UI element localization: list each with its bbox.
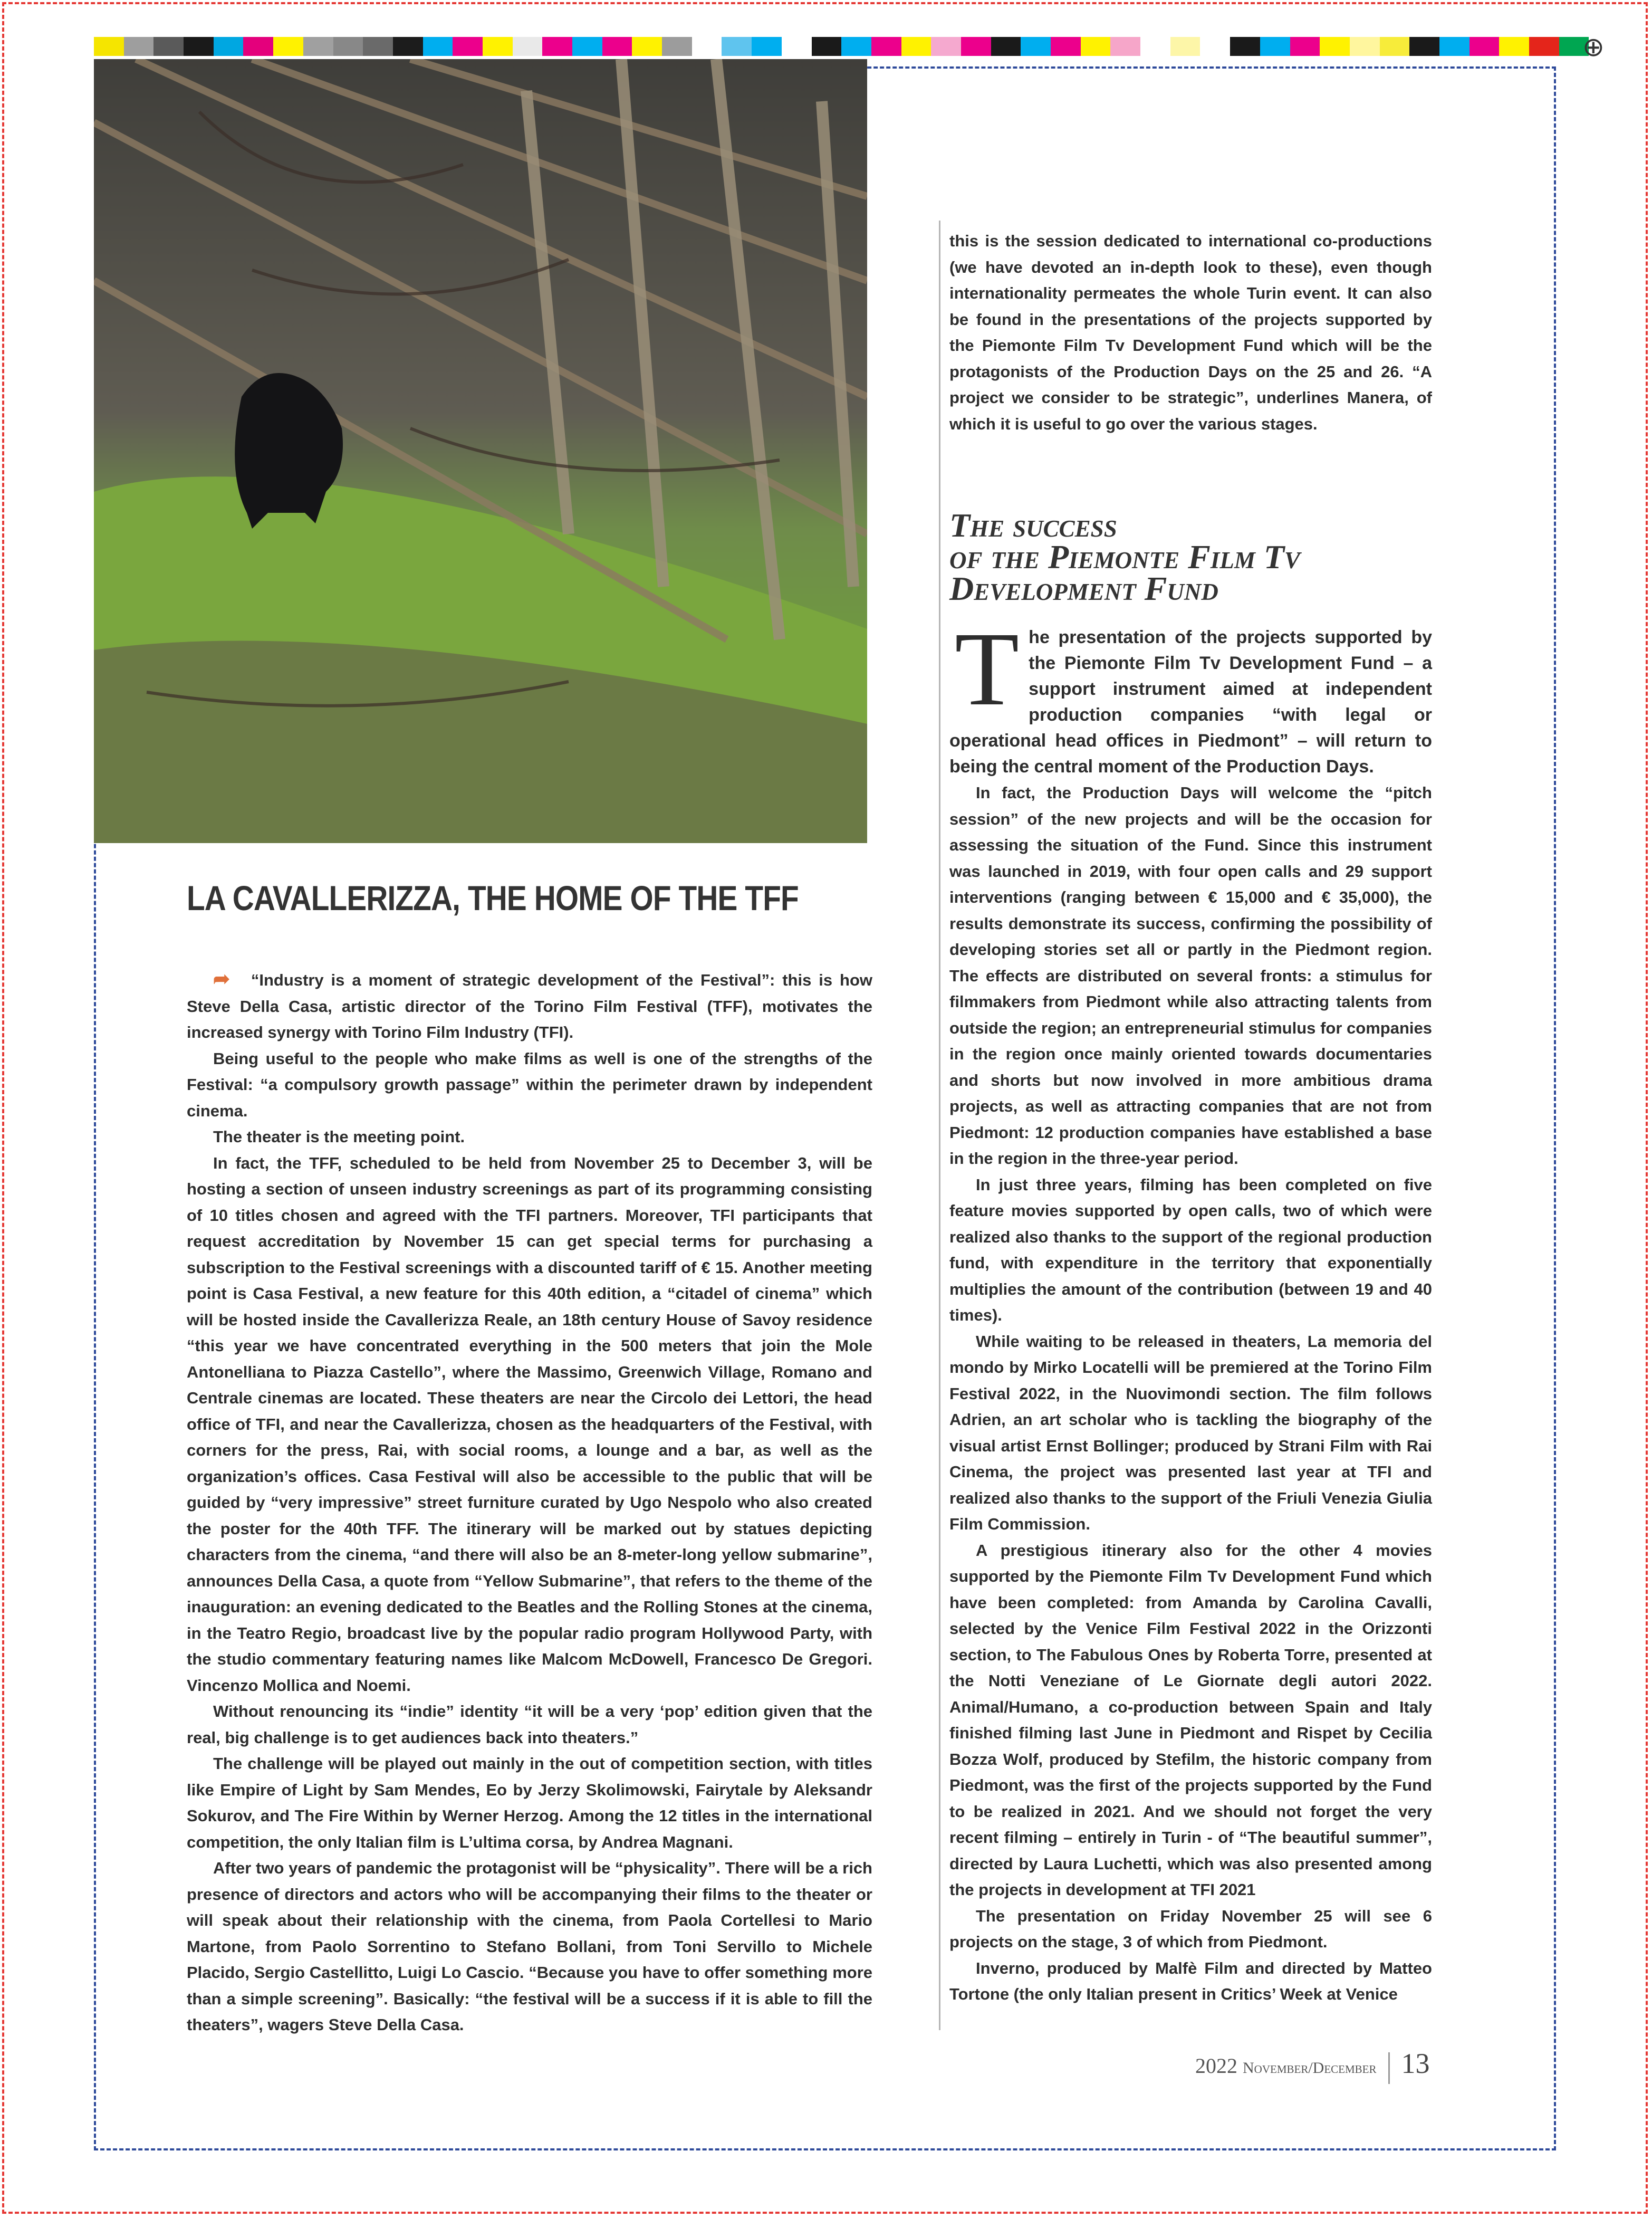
color-swatch	[1499, 37, 1529, 56]
color-swatch	[1469, 37, 1500, 56]
paragraph: The theater is the meeting point.	[213, 1127, 465, 1146]
subheading-line: The success	[949, 506, 1117, 544]
color-swatch	[1320, 37, 1350, 56]
arrow-icon: ➦	[213, 968, 230, 990]
paragraph: The challenge will be played out mainly in the out of competition section, with titles like Empire of Light by Sam Mendes, Eo by Jerzy Skolimowski, Fairytale by Aleksandr Sokurov, and The Fire Within by Werner Herzog. Among the 12 titles in the international competition, the only Italian film is L’ultima corsa, by Andrea Magnani.	[187, 1754, 872, 1851]
issue-year: 2022	[1195, 2054, 1237, 2078]
color-swatch	[94, 37, 124, 56]
color-swatch	[273, 37, 303, 56]
paragraph: Inverno, produced by Malfè Film and directed by Matteo Tortone (the only Italian present in Critics’ Week at Venice	[949, 1958, 1432, 2003]
color-swatch	[572, 37, 602, 56]
left-column	[187, 967, 872, 2038]
color-swatch	[931, 37, 961, 56]
paragraph: ➦ “Industry is a moment of strategic development of the Festival”: this is how Steve Della Casa, artistic director of the Torino Film Festival (TFF), motivates the increased synergy with Torino Film Industry (TFI).	[187, 968, 872, 1041]
color-swatch	[871, 37, 901, 56]
section-subheading	[949, 506, 1432, 607]
color-swatch	[1439, 37, 1469, 56]
color-swatch	[662, 37, 692, 56]
color-swatch	[1200, 37, 1230, 56]
color-swatch	[453, 37, 483, 56]
subheading-line: Development Fund	[949, 570, 1218, 607]
color-swatch	[184, 37, 214, 56]
color-swatch	[513, 37, 543, 56]
right-column-intro	[949, 228, 1432, 437]
color-swatch	[333, 37, 363, 56]
issue-month: November/December	[1243, 2059, 1377, 2077]
footer-divider	[1388, 2052, 1390, 2084]
color-swatch	[1290, 37, 1320, 56]
color-swatch	[782, 37, 812, 56]
drop-cap: T	[955, 611, 1020, 728]
color-swatch	[1170, 37, 1200, 56]
color-swatch	[423, 37, 453, 56]
paragraph: Being useful to the people who make films as well is one of the strengths of the Festival: “a compulsory growth passage” within the perimeter drawn by independent cinema.	[187, 1049, 872, 1120]
paragraph: The presentation on Friday November 25 will see 6 projects on the stage, 3 of which from Piedmont.	[949, 1906, 1432, 1951]
right-column	[949, 611, 1432, 2007]
color-swatch	[1081, 37, 1111, 56]
lead-paragraph: The presentation of the projects supported by the Piemonte Film Tv Development Fund – a support instrument aimed at independent production companies “with legal or operational head offices in Piedmont” – will return to being the central moment of the Production Days.	[949, 611, 1432, 777]
registration-mark-icon: ⊕	[1582, 32, 1605, 62]
color-swatch	[243, 37, 273, 56]
paragraph: In fact, the TFF, scheduled to be held from November 25 to December 3, will be hosting a section of unseen industry screenings as part of its programming consisting of 10 titles chosen and agreed with the TFI partners. Moreover, TFI participants that request accreditation by November 15 can get special terms for purchasing a subscription to the Festival screenings with a discounted tariff of € 15. Another meeting point is Casa Festival, a new feature for this 40th edition, a “citadel of cinema” which will be hosted inside the Cavallerizza Reale, an 18th century House of Savoy residence “this year we have concentrated everything in the 500 meters that join the Mole Antonelliana to Piazza Castello”, where the Massimo, Greenwich Village, Romano and Centrale cinemas are located. These theaters are near the Circolo dei Lettori, the head office of TFI, and near the Cavallerizza, chosen as the headquarters of the Festival, with corners for the press, Rai, with social rooms, a lounge and a bar, as well as the organization’s offices. Casa Festival will also be accessible to the public that will be guided by “very impressive” street furniture curated by Ugo Nespolo who also created the poster for the 40th TFF. The itinerary will be marked out by statues depicting characters from the cinema, “and there will also be an 8-meter-long yellow submarine”, announces Della Casa, a quote from “Yellow Submarine”, that refers to the theme of the inauguration: an evening dedicated to the Beatles and the Rolling Stones at the cinema, in the Teatro Regio, broadcast live by the popular radio program Hollywood Party, with the studio commentary featuring names like Malcom McDowell, Francesco De Gregori. Vincenzo Mollica and Noemi.	[187, 1153, 872, 1695]
page-footer	[1195, 2047, 1430, 2084]
paragraph: In just three years, filming has been completed on five feature movies supported by open calls, two of which were realized also thanks to the support of the regional production fund, with expenditure in the territory that exponentially multiplies the amount of the contribution (between 19 and 40 times).	[949, 1175, 1432, 1324]
subheading-line: of the Piemonte Film Tv	[949, 538, 1300, 576]
paragraph: After two years of pandemic the protagonist will be “physicality”. There will be a rich presence of directors and actors who will be accompanying their films to the theater or will speak about their relationship with the cinema, from Paola Cortellesi to Mario Martone, from Paolo Sorrentino to Stefano Bollani, from Toni Servillo to Michele Placido, Sergio Castellitto, Luigi Lo Cascio. “Because you have to offer something more than a simple screening”. Basically: “the festival will be a success if it is able to fill the theaters”, wagers Steve Della Casa.	[187, 1859, 872, 2034]
vineyard-dog-photo	[94, 59, 867, 843]
paragraph: A prestigious itinerary also for the other 4 movies supported by the Piemonte Film Tv Development Fund which have been completed: from Amanda by Carolina Cavalli, selected by the Venice Film Festival 2022 in the Orizzonti section, to The Fabulous Ones by Roberta Torre, presented at the Notti Veneziane of Le Giornate degli autori 2022. Animal/Humano, a co-production between Spain and Italy finished filming last June in Piedmont and Rispet by Cecilia Bozza Wolf, produced by Stefilm, the historic company from Piedmont, was the first of the projects supported by the Fund to be realized in 2021. And we should not forget the very recent filming – entirely in Turin - of “The beautiful summer”, directed by Laura Luchetti, which was also presented among the projects in development at TFI 2021	[949, 1541, 1432, 1899]
color-swatch	[901, 37, 931, 56]
column-divider	[939, 221, 940, 2030]
color-swatch	[1529, 37, 1559, 56]
color-swatch	[1051, 37, 1081, 56]
color-swatch	[214, 37, 244, 56]
paragraph: Without renouncing its “indie” identity “it will be a very ‘pop’ edition given that the real, big challenge is to get audiences back into theaters.”	[187, 1702, 872, 1747]
color-swatch	[722, 37, 752, 56]
color-swatch	[812, 37, 842, 56]
color-swatch	[483, 37, 513, 56]
page-number: 13	[1401, 2048, 1430, 2079]
paragraph: While waiting to be released in theaters, La memoria del mondo by Mirko Locatelli will be premiered at the Torino Film Festival 2022, in the Nuovimondi section. The film follows Adrien, an art scholar who is tackling the biography of the visual artist Ernst Bollinger; produced by Strani Film with Rai Cinema, the project was presented last year at TFI and realized also thanks to the support of the Friuli Venezia Giulia Film Commission.	[949, 1332, 1432, 1533]
color-swatch	[602, 37, 632, 56]
color-swatch	[991, 37, 1021, 56]
color-swatch	[542, 37, 572, 56]
color-swatch	[363, 37, 393, 56]
article-title: LA CAVALLERIZZA, THE HOME OF THE TFF	[187, 878, 799, 917]
color-swatch	[1350, 37, 1380, 56]
color-swatch	[632, 37, 662, 56]
paragraph: In fact, the Production Days will welcome the “pitch session” of the new projects and will be the occasion for assessing the situation of the Fund. Since this instrument was launched in 2019, with four open calls and 29 support interventions (ranging between € 15,000 and € 35,000), the results demonstrate its success, confirming the possibility of developing stories set all or partly in the Piedmont region. The effects are distributed on several fronts: a stimulus for filmmakers from Piedmont while also attracting talents from outside the region; an entrepreneurial stimulus for companies in the region once mainly oriented towards documentaries and shorts but now involved in more ambitious drama projects, as well as attracting companies that are not from Piedmont: 12 production companies have established a base in the region in the three-year period.	[949, 783, 1432, 1168]
color-swatch	[752, 37, 782, 56]
color-swatch	[1230, 37, 1260, 56]
color-swatch	[841, 37, 871, 56]
color-swatch	[153, 37, 184, 56]
color-swatch	[303, 37, 333, 56]
color-swatch	[1140, 37, 1170, 56]
paragraph: this is the session dedicated to international co-productions (we have devoted an in-depth look to these), even though internationality permeates the whole Turin event. It can also be found in the presentations of the projects supported by the Piemonte Film Tv Development Fund which will be the protagonists of the Production Days on the 25 and 26. “A project we consider to be strategic”, underlines Manera, of which it is useful to go over the various stages.	[949, 232, 1432, 433]
color-swatch	[1380, 37, 1410, 56]
color-swatch	[1409, 37, 1439, 56]
color-swatch	[1110, 37, 1140, 56]
color-swatch	[1021, 37, 1051, 56]
color-swatch	[961, 37, 991, 56]
color-calibration-bar	[94, 37, 1589, 56]
color-swatch	[1260, 37, 1290, 56]
color-swatch	[393, 37, 423, 56]
color-swatch	[692, 37, 722, 56]
color-swatch	[124, 37, 154, 56]
